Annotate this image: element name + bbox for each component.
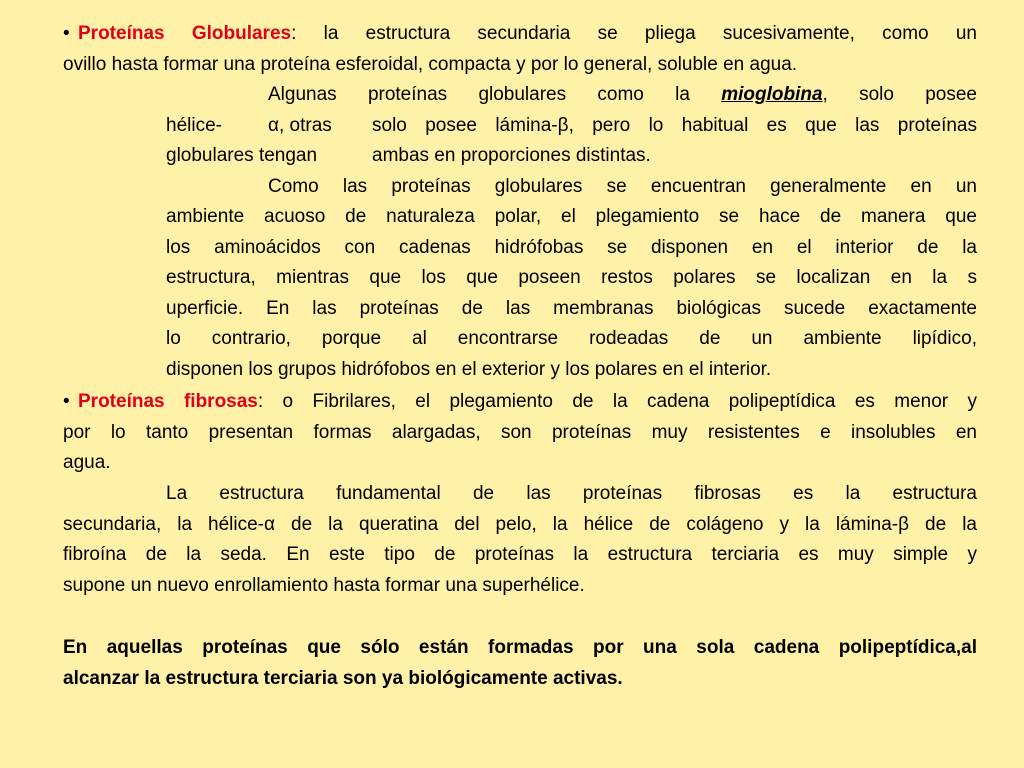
conclusion-line-2: alcanzar la estructura terciaria son ya biológicamente activas.: [63, 668, 623, 689]
globulares-line-2: ovillo hasta formar una proteína esferoidal, compacta y por lo general, soluble en agua.: [63, 54, 798, 75]
term-fibrosas: Proteínas fibrosas: [78, 391, 258, 412]
conclusion-line-1: En aquellas proteínas que sólo están formadas por una sola cadena polipeptídica,al: [63, 637, 977, 658]
fibrosas-line-1: [63, 387, 977, 417]
globulares-p1-line-1: Algunas proteínas globulares como la mioglobina, solo posee: [268, 84, 977, 105]
fibrosas-p-line: secundaria, la hélice-α de la queratina del pelo, la hélice de colágeno y la lámina-β de la: [63, 514, 977, 535]
globulares-p2-line: lo contrario, porque al encontrarse rodeadas de un ambiente lipídico,: [166, 328, 977, 349]
fibrosas-p-line: supone un nuevo enrollamiento hasta formar una superhélice.: [63, 575, 585, 596]
fibrosas-p-line: La estructura fundamental de las proteínas fibrosas es la estructura: [166, 483, 977, 504]
globulares-p2-line: ambiente acuoso de naturaleza polar, el plegamiento se hace de manera que: [166, 206, 977, 227]
globulares-p2-line: estructura, mientras que los que poseen restos polares se localizan en la s: [166, 267, 977, 288]
bullet-icon: •: [63, 23, 70, 44]
fibrosas-line-3: agua.: [63, 452, 111, 473]
globulares-p1-line-3: globulares tengan ambas en proporciones distintas.: [166, 145, 651, 166]
globulares-p2-line: disponen los grupos hidrófobos en el exterior y los polares en el interior.: [166, 359, 772, 380]
globulares-line-1: [63, 19, 977, 49]
globulares-p2-line: los aminoácidos con cadenas hidrófobas se disponen en el interior de la: [166, 237, 977, 258]
mioglobina-link[interactable]: mioglobina: [721, 84, 823, 105]
fibrosas-definition: : o Fibrilares, el plegamiento de la cadena polipeptídica es menor y: [257, 391, 977, 412]
globulares-p2-line: Como las proteínas globulares se encuentran generalmente en un: [268, 176, 977, 197]
fibrosas-p-line: fibroína de la seda. En este tipo de proteínas la estructura terciaria es muy simple y: [63, 544, 977, 565]
term-globulares: Proteínas Globulares: [78, 23, 292, 44]
globulares-definition: : la estructura secundaria se pliega sucesivamente, como un: [291, 23, 977, 44]
globulares-p1-line-2: hélice- α, otras solo posee lámina-β, pero lo habitual es que las proteínas: [166, 115, 977, 136]
bullet-icon: •: [63, 391, 70, 412]
globulares-p2-line: uperficie. En las proteínas de las membranas biológicas sucede exactamente: [166, 298, 977, 319]
fibrosas-line-2: por lo tanto presentan formas alargadas, son proteínas muy resistentes e insolubles en: [63, 422, 977, 443]
